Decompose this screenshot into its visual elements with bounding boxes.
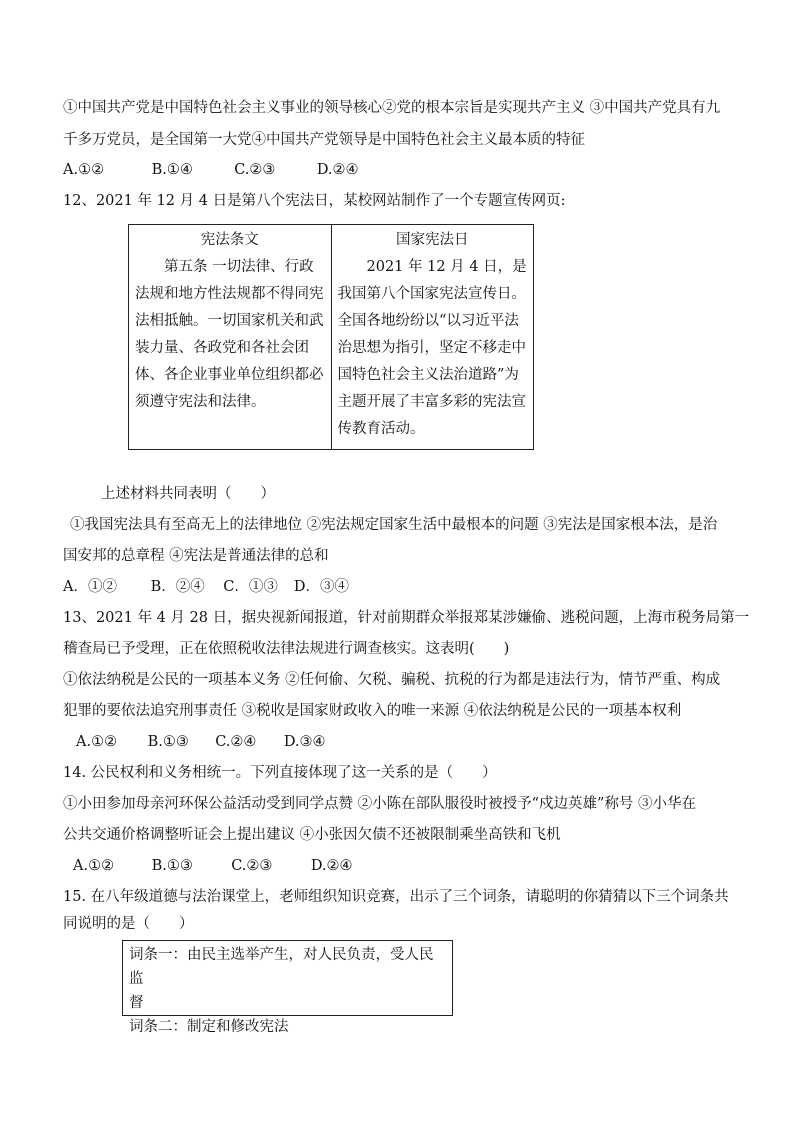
- q13-options: [76, 732, 326, 752]
- constitution-day-header: 国家宪法日: [396, 232, 469, 248]
- q14-line2: ①小田参加母亲河环保公益活动受到同学点赞 ②小陈在部队服役时被授予“戍边英雄”称号 ③小华在: [63, 796, 697, 812]
- q14-option-c: C.②③: [231, 858, 273, 874]
- constitution-article-body: 第五条 一切法律、行政法规和地方性法规都不得同宪法相抵触。一切国家机关和武装力量、各政党和各社会团体、各企业事业单位组织都必须遵守宪法和法律。: [135, 259, 324, 410]
- q11-option-c: C.②③: [234, 162, 276, 178]
- q12-options: [63, 577, 349, 597]
- q13-line4: 犯罪的要依法追究刑事责任 ③税收是国家财政收入的唯一来源 ④依法纳税是公民的一项基本权利: [63, 703, 682, 719]
- constitution-table: [128, 224, 534, 450]
- q14-line1: 14. 公民权利和义务相统一。下列直接体现了这一关系的是（ ）: [63, 765, 497, 781]
- q14-option-b: B.①③: [151, 858, 193, 874]
- q11-option-a: A.①②: [63, 162, 105, 178]
- q12-option-a: A．①②: [63, 579, 117, 595]
- q13-option-d: D.③④: [283, 734, 326, 750]
- q12-stem: 12、2021 年 12 月 4 日是第八个宪法日，某校网站制作了一个专题宣传网页:: [63, 193, 566, 209]
- q15-line2: 同说明的是（ ）: [63, 916, 194, 932]
- q13-option-a: A.①②: [76, 734, 118, 750]
- q12-choices-line2: 国安邦的总章程 ④宪法是普通法律的总和: [63, 548, 329, 564]
- q13-line1: 13、2021 年 4 月 28 日，据央视新闻报道，针对前期群众举报郑某涉嫌偷、逃税问题，上海市税务局第一: [63, 610, 750, 626]
- q12-option-c: C．①③: [223, 579, 278, 595]
- q13-option-c: C.②④: [215, 734, 257, 750]
- q12-option-d: D．③④: [293, 579, 349, 595]
- constitution-day-cell: [331, 225, 534, 450]
- q12-option-b: B．②④: [150, 579, 205, 595]
- q14-options: [73, 856, 353, 876]
- q14-option-d: D.②④: [310, 858, 353, 874]
- term-box: [122, 940, 453, 1035]
- q12-prompt: 上述材料共同表明（ ）: [101, 486, 275, 502]
- term1-line1: 词条一：由民主选举产生，对人民负责，受人民监: [129, 947, 434, 987]
- q11-options: [63, 160, 359, 180]
- q11-option-d: D.②④: [316, 162, 359, 178]
- term1-line2: 督: [129, 995, 144, 1011]
- q13-option-b: B.①③: [147, 734, 189, 750]
- q11-stem-line2: 千多万党员，是全国第一大党④中国共产党领导是中国特色社会主义最本质的特征: [63, 132, 585, 148]
- q13-line2: 稽查局已予受理，正在依照税收法律法规进行调查核实。这表明( ): [63, 641, 510, 657]
- q11-option-b: B.①④: [151, 162, 193, 178]
- q14-line3: 公共交通价格调整听证会上提出建议 ④小张因欠债不还被限制乘坐高铁和飞机: [63, 827, 561, 843]
- q14-option-a: A.①②: [73, 858, 115, 874]
- constitution-article-header: 宪法条文: [200, 232, 259, 248]
- q11-stem-line1: ①中国共产党是中国特色社会主义事业的领导核心②党的根本宗旨是实现共产主义 ③中国共产党具有九: [63, 100, 721, 116]
- q15-line1: 15. 在八年级道德与法治课堂上，老师组织知识竞赛，出示了三个词条，请聪明的你猜猜以下三个词条共: [63, 889, 729, 905]
- constitution-day-body: 2021 年 12 月 4 日，是我国第八个国家宪法宣传日。全国各地纷纷以“以习近平法治思想为指引，坚定不移走中国特色社会主义法治道路”为主题开展了丰富多彩的宪法宣传教育活动。: [337, 259, 527, 437]
- q12-choices-line1: ①我国宪法具有至高无上的法律地位 ②宪法规定国家生活中最根本的问题 ③宪法是国家根本法，是治: [70, 517, 718, 533]
- term2: 词条二：制定和修改宪法: [129, 1019, 289, 1035]
- constitution-article-cell: [129, 225, 332, 450]
- q13-line3: ①依法纳税是公民的一项基本义务 ②任何偷、欠税、骗税、抗税的行为都是违法行为，情节严重、构成: [63, 672, 721, 688]
